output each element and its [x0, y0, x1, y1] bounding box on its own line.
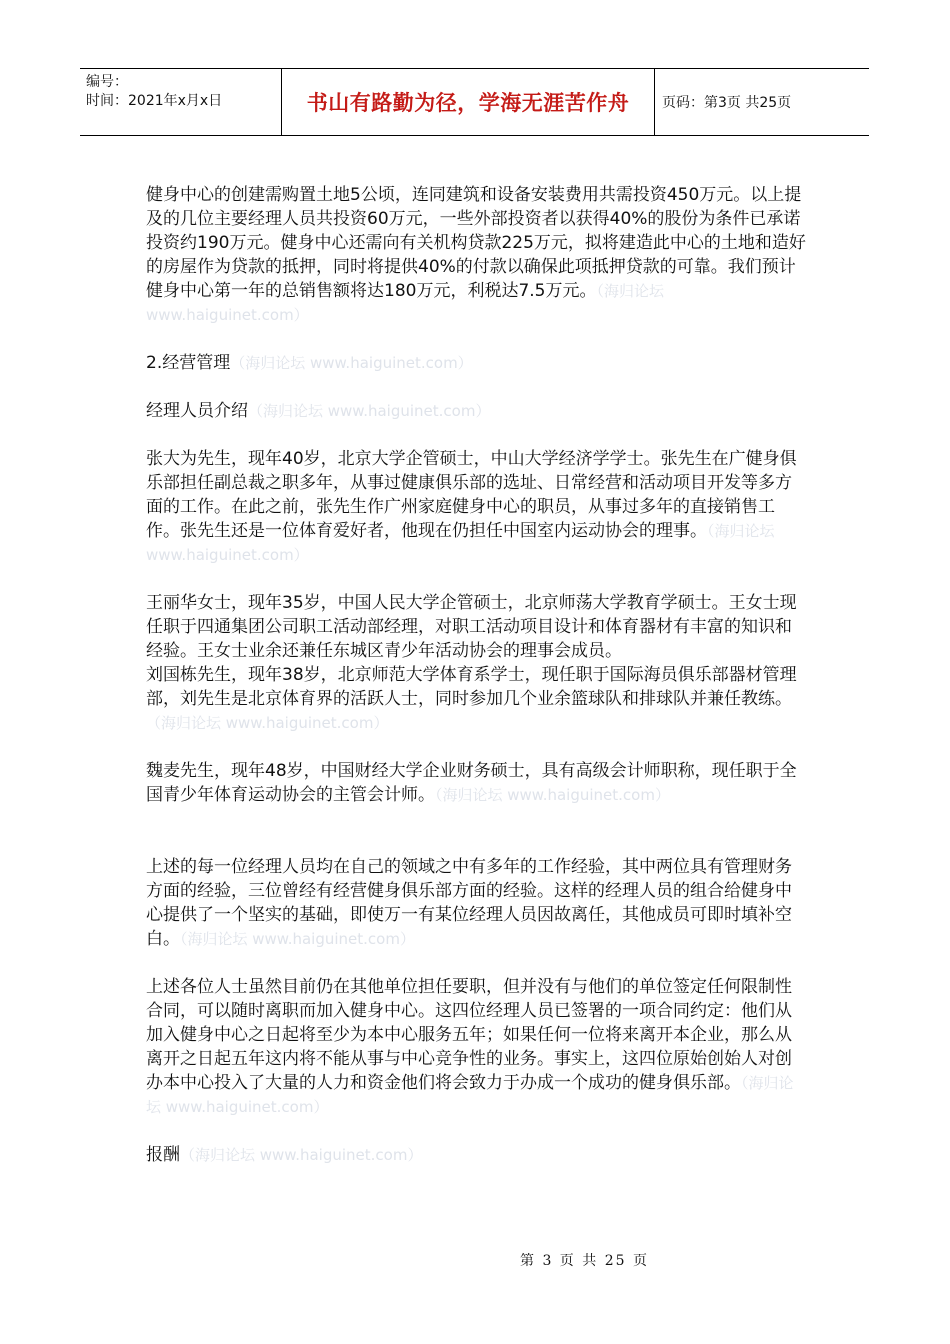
- paragraph-wei: 魏麦先生，现年48岁，中国财经大学企业财务硕士，具有高级会计师职称，现任职于全国青少年体育运动协会的主管会计师。（海归论坛 www.haiguinet.com）: [146, 761, 797, 805]
- watermark: （海归论坛 www.haiguinet.com）: [146, 714, 389, 732]
- page-footer: 第 3 页 共 25 页: [520, 1253, 649, 1269]
- page-header: [80, 68, 869, 136]
- watermark: （海归论坛 www.haiguinet.com）: [230, 354, 473, 372]
- watermark: （海归论坛 www.haiguinet.com）: [146, 282, 664, 324]
- watermark: （海归论坛 www.haiguinet.com）: [435, 786, 670, 804]
- header-motto: 书山有路勤为径，学海无涯苦作舟: [282, 69, 655, 135]
- subheading-compensation: 报酬（海归论坛 www.haiguinet.com）: [146, 1145, 423, 1165]
- paragraph-wang: 王丽华女士，现年35岁，中国人民大学企管硕士，北京师荡大学教育学硕士。王女士现任职于四通集团公司职工活动部经理，对职工活动项目设计和体育器材有丰富的知识和经验。王女士业余还兼任东城区青少年活动协会的理事会成员。: [146, 593, 797, 661]
- header-time: 时间：2021年x月x日: [86, 93, 223, 109]
- watermark: （海归论坛 www.haiguinet.com）: [146, 1074, 794, 1116]
- paragraph-investment: 健身中心的创建需购置土地5公顷，连同建筑和设备安装费用共需投资450万元。以上提及的几位主要经理人员共投资60万元，一些外部投资者以获得40%的股份为条件已承诺投资约190万元。健身中心还需向有关机构贷款225万元，拟将建造此中心的土地和造好的房屋作为贷款的抵押，同时将提供40%的付款以确保此项抵押贷款的可靠。我们预计健身中心第一年的总销售额将达180万元，利税达7.5万元。（海归论坛 www.haiguinet.com）: [146, 185, 806, 324]
- header-number: 编号：: [86, 74, 128, 90]
- section-heading-management: 2.经营管理（海归论坛 www.haiguinet.com）: [146, 353, 473, 373]
- watermark: （海归论坛 www.haiguinet.com）: [180, 1146, 423, 1164]
- paragraph-team-summary: 上述的每一位经理人员均在自己的领域之中有多年的工作经验，其中两位具有管理财务方面的经验，三位曾经有经营健身俱乐部方面的经验。这样的经理人员的组合给健身中心提供了一个坚实的基础，即使万一有某位经理人员因故离任，其他成员可即时填补空白。（海归论坛 www.haiguinet.com）: [146, 857, 792, 949]
- paragraph-zhang: 张大为先生，现年40岁，北京大学企管硕士，中山大学经济学学士。张先生在广健身俱乐部担任副总裁之职多年，从事过健康俱乐部的选址、日常经营和活动项目开发等多方面的工作。在此之前，张先生作广州家庭健身中心的职员，从事过多年的直接销售工作。张先生还是一位体育爱好者，他现在仍担任中国室内运动协会的理事。（海归论坛 www.haiguinet.com）: [146, 449, 797, 564]
- watermark: （海归论坛 www.haiguinet.com）: [180, 930, 415, 948]
- paragraph-commitment: 上述各位人士虽然目前仍在其他单位担任要职，但并没有与他们的单位签定任何限制性合同，可以随时离职而加入健身中心。这四位经理人员已签署的一项合同约定：他们从加入健身中心之日起将至少为本中心服务五年；如果任何一位将来离开本企业，那么从离开之日起五年这内将不能从事与中心竞争性的业务。事实上，这四位原始创始人对创办本中心投入了大量的人力和资金他们将会致力于办成一个成功的健身俱乐部。（海归论坛 www.haiguinet.com）: [146, 977, 794, 1116]
- paragraph-liu: 刘国栋先生，现年38岁，北京师范大学体育系学士，现任职于国际海员俱乐部器材管理部，刘先生是北京体育界的活跃人士，同时参加几个业余篮球队和排球队并兼任教练。（海归论坛 www.haiguinet.com）: [146, 665, 797, 732]
- subheading-managers: 经理人员介绍（海归论坛 www.haiguinet.com）: [146, 401, 491, 421]
- header-meta: [80, 69, 282, 135]
- header-page-info: 页码：第3页 共25页: [662, 95, 792, 111]
- watermark: （海归论坛 www.haiguinet.com）: [146, 522, 775, 564]
- watermark: （海归论坛 www.haiguinet.com）: [248, 402, 491, 420]
- document-body: [146, 183, 808, 1167]
